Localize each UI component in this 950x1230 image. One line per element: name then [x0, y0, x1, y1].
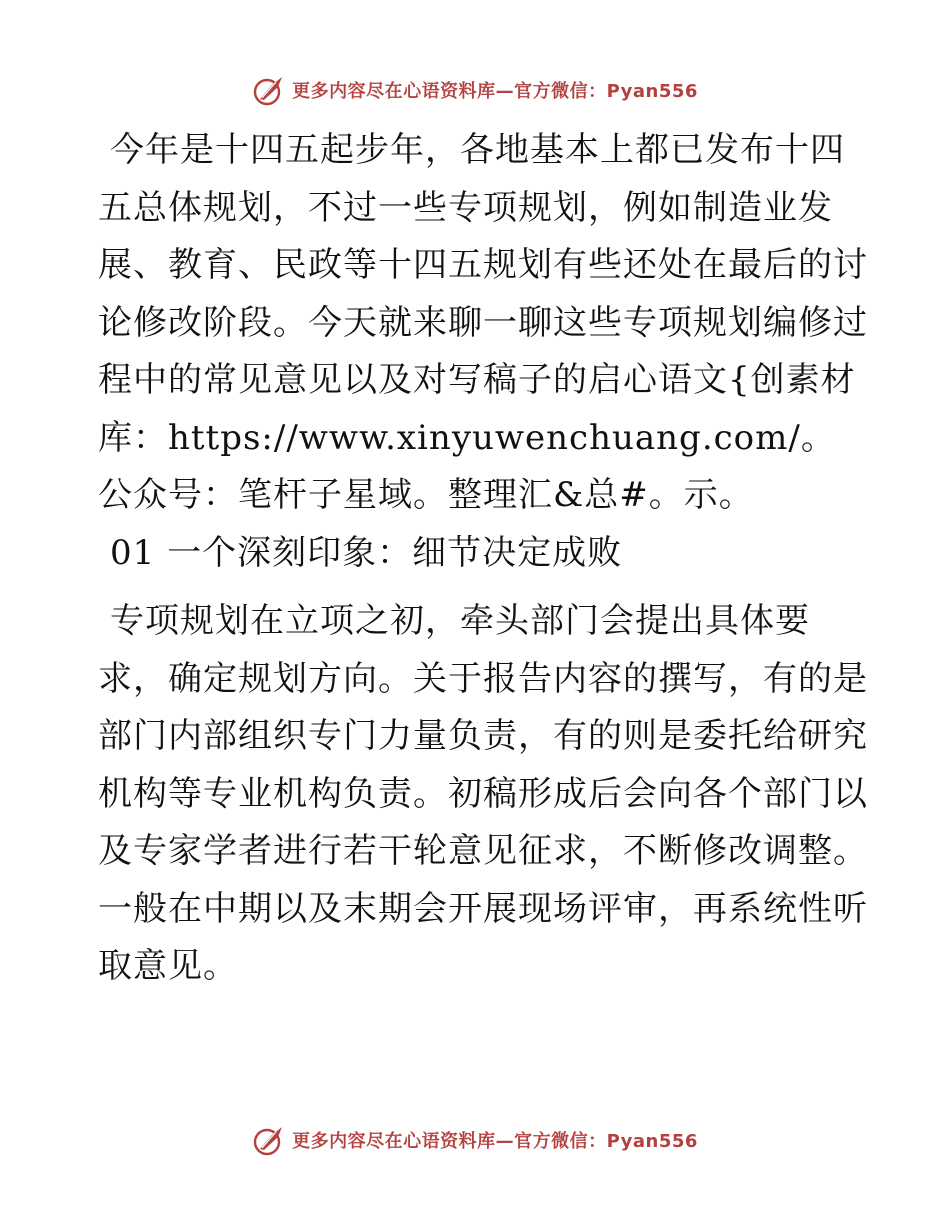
paragraph-section-01: 专项规划在立项之初，牵头部门会提出具体要求，确定规划方向。关于报告内容的撰写，有的是部门内部组织专门力量负责，有的则是委托给研究机构等专业机构负责。初稿形成后会向各个部门以及专家学者进行若干轮意见征求，不断修改调整。一般在中期以及末期会开展现场评审，再系统性听取意见。 — [98, 601, 868, 986]
feather-pen-logo-icon — [252, 1123, 286, 1157]
header-watermark-banner — [0, 70, 950, 110]
paragraph-intro: 今年是十四五起步年，各地基本上都已发布十四五总体规划，不过一些专项规划，例如制造业发展、教育、民政等十四五规划有些还处在最后的讨论修改阶段。今天就来聊一聊这些专项规划编修过程中的常见意见以及对写稿子的启心语文{创素材库：https://www.xinyuwenchuang.com/。公众号：笔杆子星域。整理汇&总#。示。 — [98, 130, 868, 515]
header-watermark-text: 更多内容尽在心语资料库—官方微信：Pyan556 — [292, 81, 698, 102]
footer-watermark-banner — [0, 1120, 950, 1160]
feather-pen-logo-icon — [252, 73, 286, 107]
footer-watermark-text: 更多内容尽在心语资料库—官方微信：Pyan556 — [292, 1131, 698, 1152]
document-body — [98, 122, 868, 996]
section-heading-01: 01 一个深刻印象：细节决定成败 — [110, 532, 623, 573]
